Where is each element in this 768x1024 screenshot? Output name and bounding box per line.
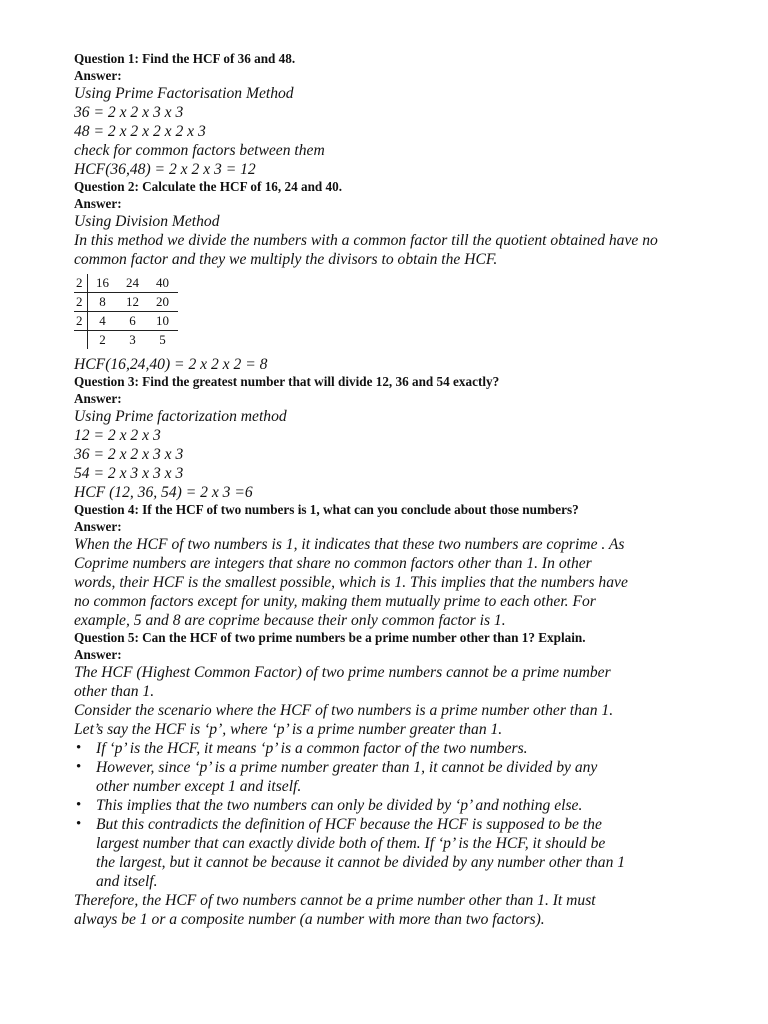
- quotient-cell: 16: [87, 274, 118, 293]
- answer-line: HCF (12, 36, 54) = 2 x 3 =6: [74, 484, 253, 501]
- list-item: [76, 796, 704, 815]
- division-table: [74, 274, 178, 349]
- answer-line: HCF(36,48) = 2 x 2 x 3 = 12: [74, 161, 256, 178]
- division-row: [74, 331, 178, 350]
- question-4-title: Question 4: If the HCF of two numbers is 1, what can you conclude about those numbers?: [74, 502, 579, 517]
- answer-line: Using Prime Factorisation Method: [74, 85, 294, 102]
- answer-line: 36 = 2 x 2 x 3 x 3: [74, 446, 184, 463]
- answer-line: other than 1.: [74, 683, 155, 700]
- quotient-cell: 24: [118, 274, 148, 293]
- quotient-cell: 8: [87, 293, 118, 312]
- answer-line: 12 = 2 x 2 x 3: [74, 427, 161, 444]
- quotient-cell: 4: [87, 312, 118, 331]
- conclusion-line: always be 1 or a composite number (a number with more than two factors).: [74, 911, 545, 928]
- answer-line: words, their HCF is the smallest possible, which is 1. This implies that the numbers have: [74, 574, 628, 591]
- list-item-line: other number except 1 and itself.: [96, 778, 302, 795]
- list-item: [76, 758, 704, 796]
- bullet-icon: •: [76, 740, 82, 756]
- answer-line: Using Prime factorization method: [74, 408, 287, 425]
- question-3-title: Question 3: Find the greatest number that will divide 12, 36 and 54 exactly?: [74, 374, 500, 389]
- answer-line: 54 = 2 x 3 x 3 x 3: [74, 465, 184, 482]
- list-item-line: the largest, but it cannot be because it cannot be divided by any number other than 1: [96, 854, 626, 871]
- bullet-icon: •: [76, 816, 82, 832]
- answer-label: Answer:: [74, 67, 122, 83]
- division-row: [74, 293, 178, 312]
- quotient-cell: 12: [118, 293, 148, 312]
- quotient-cell: 40: [148, 274, 178, 293]
- conclusion-line: Therefore, the HCF of two numbers cannot be a prime number other than 1. It must: [74, 892, 596, 909]
- answer-label: Answer:: [74, 390, 122, 406]
- explanation-list: [74, 739, 704, 891]
- answer-label: Answer:: [74, 518, 122, 534]
- answer-label: Answer:: [74, 195, 122, 211]
- question-1: [74, 51, 704, 179]
- answer-line: Consider the scenario where the HCF of two numbers is a prime number other than 1.: [74, 702, 614, 719]
- division-row: [74, 312, 178, 331]
- quotient-cell: 2: [99, 332, 106, 347]
- answer-label: Answer:: [74, 646, 122, 662]
- hcf-result: HCF(16,24,40) = 2 x 2 x 2 = 8: [74, 356, 268, 373]
- answer-line: When the HCF of two numbers is 1, it indicates that these two numbers are coprime . As: [74, 536, 625, 553]
- question-1-title: Question 1: Find the HCF of 36 and 48.: [74, 51, 296, 66]
- list-item: [76, 739, 704, 758]
- question-5-title: Question 5: Can the HCF of two prime numbers be a prime number other than 1? Explain.: [74, 630, 586, 645]
- answer-line: Let’s say the HCF is ‘p’, where ‘p’ is a prime number greater than 1.: [74, 721, 503, 738]
- answer-line: example, 5 and 8 are coprime because their only common factor is 1.: [74, 612, 506, 629]
- answer-line: check for common factors between them: [74, 142, 325, 159]
- answer-line: 36 = 2 x 2 x 3 x 3: [74, 104, 184, 121]
- quotient-cell: 6: [118, 312, 148, 331]
- bullet-icon: •: [76, 797, 82, 813]
- list-item-line: However, since ‘p’ is a prime number greater than 1, it cannot be divided by any: [96, 759, 598, 776]
- document-page: [74, 51, 704, 929]
- list-item: [76, 815, 704, 891]
- answer-line: no common factors except for unity, making them mutually prime to each other. For: [74, 593, 596, 610]
- quotient-cell: 3: [129, 332, 136, 347]
- quotient-cell: 10: [148, 312, 178, 331]
- bullet-icon: •: [76, 759, 82, 775]
- divisor-cell: 2: [74, 312, 87, 331]
- divisor-cell: 2: [74, 293, 87, 312]
- list-item-line: and itself.: [96, 873, 158, 890]
- list-item-line: This implies that the two numbers can only be divided by ‘p’ and nothing else.: [96, 797, 583, 814]
- list-item-line: If ‘p’ is the HCF, it means ‘p’ is a common factor of the two numbers.: [96, 740, 528, 757]
- method-label: Using Division Method: [74, 213, 220, 230]
- list-item-line: But this contradicts the definition of HCF because the HCF is supposed to be the: [96, 816, 602, 833]
- quotient-cell: 20: [148, 293, 178, 312]
- answer-line: Coprime numbers are integers that share no common factors other than 1. In other: [74, 555, 592, 572]
- answer-line: The HCF (Highest Common Factor) of two prime numbers cannot be a prime number: [74, 664, 611, 681]
- question-3: [74, 374, 704, 502]
- question-2-title: Question 2: Calculate the HCF of 16, 24 and 40.: [74, 179, 343, 194]
- quotient-cell: 5: [159, 332, 166, 347]
- question-4: [74, 502, 704, 630]
- list-item-line: largest number that can exactly divide both of them. If ‘p’ is the HCF, it should be: [96, 835, 606, 852]
- divisor-cell: [74, 331, 87, 350]
- question-2: [74, 179, 704, 374]
- divisor-cell: 2: [74, 274, 87, 293]
- division-row: [74, 274, 178, 293]
- answer-line: 48 = 2 x 2 x 2 x 2 x 3: [74, 123, 206, 140]
- question-5: [74, 630, 704, 929]
- method-explanation: In this method we divide the numbers with a common factor till the quotient obtained have no common factor and they we multiply the divisors to obtain the HCF.: [74, 232, 658, 268]
